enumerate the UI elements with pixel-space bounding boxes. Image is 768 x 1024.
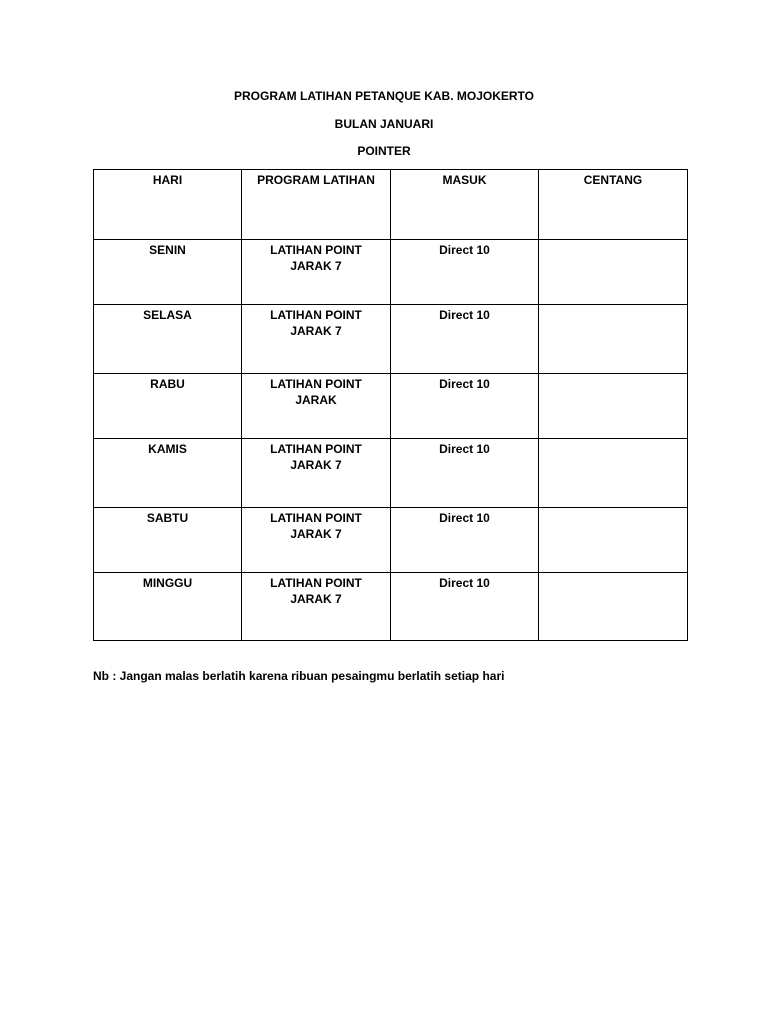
cell-hari: KAMIS	[94, 439, 242, 508]
cell-centang[interactable]	[539, 374, 688, 439]
cell-hari: RABU	[94, 374, 242, 439]
table-row	[94, 240, 688, 305]
cell-centang[interactable]	[539, 508, 688, 573]
header-program-latihan: PROGRAM LATIHAN	[242, 170, 391, 240]
cell-masuk: Direct 10	[391, 439, 539, 508]
table-row	[94, 305, 688, 374]
cell-centang[interactable]	[539, 305, 688, 374]
cell-centang[interactable]	[539, 573, 688, 641]
cell-program: LATIHAN POINT JARAK 7	[242, 573, 391, 641]
document-title: PROGRAM LATIHAN PETANQUE KAB. MOJOKERTO	[233, 89, 534, 103]
cell-program: LATIHAN POINT JARAK 7	[242, 508, 391, 573]
table-row	[94, 439, 688, 508]
training-schedule-table	[93, 169, 688, 641]
document-month: BULAN JANUARI	[334, 117, 434, 131]
cell-masuk: Direct 10	[391, 508, 539, 573]
cell-masuk: Direct 10	[391, 573, 539, 641]
header-centang: CENTANG	[539, 170, 688, 240]
cell-program: LATIHAN POINT JARAK 7	[242, 439, 391, 508]
cell-centang[interactable]	[539, 439, 688, 508]
cell-masuk: Direct 10	[391, 374, 539, 439]
cell-centang[interactable]	[539, 240, 688, 305]
table-row	[94, 573, 688, 641]
cell-masuk: Direct 10	[391, 305, 539, 374]
cell-hari: MINGGU	[94, 573, 242, 641]
table-row	[94, 374, 688, 439]
footnote: Nb : Jangan malas berlatih karena ribuan pesaingmu berlatih setiap hari	[93, 669, 505, 683]
document-category: POINTER	[357, 144, 411, 158]
cell-hari: SABTU	[94, 508, 242, 573]
cell-masuk: Direct 10	[391, 240, 539, 305]
cell-hari: SENIN	[94, 240, 242, 305]
table-header-row	[94, 170, 688, 240]
header-hari: HARI	[94, 170, 242, 240]
table-row	[94, 508, 688, 573]
cell-program: LATIHAN POINT JARAK	[242, 374, 391, 439]
header-masuk: MASUK	[391, 170, 539, 240]
cell-program: LATIHAN POINT JARAK 7	[242, 305, 391, 374]
cell-hari: SELASA	[94, 305, 242, 374]
cell-program: LATIHAN POINT JARAK 7	[242, 240, 391, 305]
